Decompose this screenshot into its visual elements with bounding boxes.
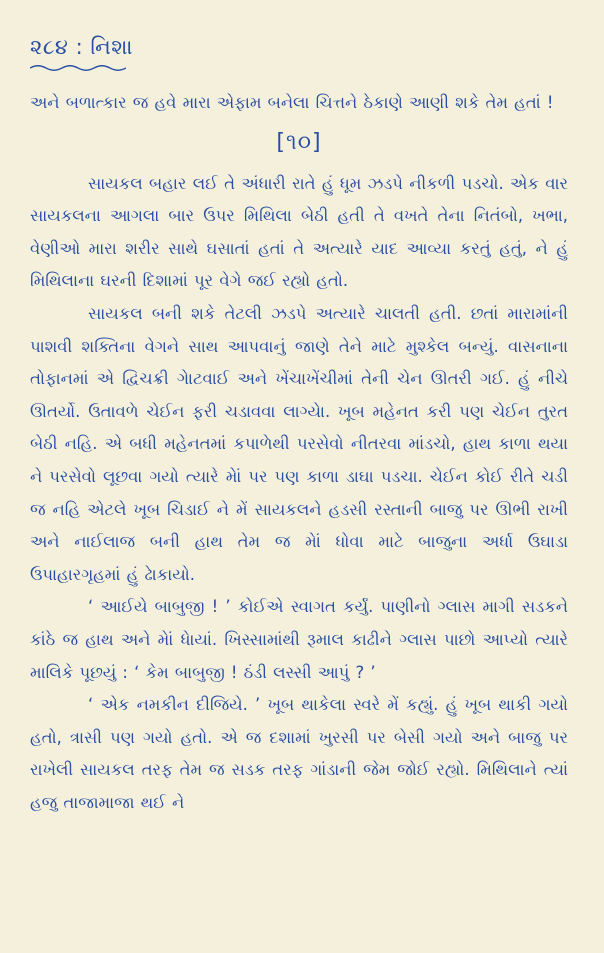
paragraph-5: ‘ એક નમકીન દીજિયે. ’ ખૂબ થાકેલા સ્વરે મેં કહ્યું. હું ખૂબ થાકી ગયો હતો, ત્રાસી પણ ગયો હતો. એ જ દશામાં ખુરસી પર બેસી ગયો અને બાજુ પર રાખેલી સાયકલ તરફ તેમ જ સડક તરફ ગાંડાની જેમ જોઈ રહ્યો. મિથિલાને ત્યાં હજુ તાજામાજા થઈ ને <box>30 695 568 812</box>
paragraph-3: સાયકલ બની શકે તેટલી ઝડપે અત્યારે ચાલતી હતી. છતાં મારામાંની પાશવી શક્તિના વેગને સાથ આપવાનું જાણે તેને માટે મુશ્કેલ બન્યું. વાસનાના તોફાનમાં એ દ્વિચક્રી ગેાટવાઈ અને ખેંચાખેંચીમાં તેની ચેન ઊતરી ગઈ. હું નીચે ઊતર્યો. ઉતાવળે ચેઈન ફરી ચડાવવા લાગ્યેા. ખૂબ મહેનત કરી પણ ચેઈન તુરત બેઠી નહિ. એ બધી મહેનતમાં કપાળેથી પરસેવો નીતરવા માંડચો, હાથ કાળા થયા ને પરસેવો લૂછવા ગયો ત્યારે મેાં પર પણ કાળા ડાઘા પડચા. ચેઈન કોઈ રીતે ચડી જ નહિ એટલે ખૂબ ચિડાઈ ને મેં સાયકલને હડસી રસ્તાની બાજુ પર ઊભી રાખી અને નાઈલાજ બની હાથ તેમ જ મેાં ધોવા માટે બાજુના અર્ધા ઉઘાડા ઉપાહારગૃહમાં હું ઢેાકાયો. <box>30 303 568 584</box>
page-number-header: ૨૮૪ : નિશા <box>30 35 134 59</box>
page-text <box>30 87 568 819</box>
paragraph-4: ‘ આઈયે બાબુજી ! ’ કોઈએ સ્વાગત કર્યું. પાણીનો ગ્લાસ માગી સડકને કાંઠે જ હાથ અને મેાં ધેાયાં. ખિસ્સામાંથી રૂમાલ કાઢીને ગ્લાસ પાછો આપ્યો ત્યારે માલિકે પૂછયું : ‘ કેમ બાબુજી ! ઠંડી લસ્સી આપું ? ’ <box>30 597 568 682</box>
section-number: [૧૦] <box>276 129 322 155</box>
paragraph-2: સાયકલ બહાર લઈ તે અંધારી રાતે હું ધૂમ ઝડપે નીકળી પડચો. એક વાર સાયકલના આગલા બાર ઉપર મિથિલા બેઠી હતી તે વખતે તેના નિતંબો, ખભા, વેણીઓ મારા શરીર સાથે ઘસાતાં હતાં તે અત્યારે યાદ આવ્યા કરતું હતું, ને હું મિથિલાના ઘરની દિશામાં પૂર વેગે જઈ રહ્યો હતો. <box>30 173 568 291</box>
wavy-header-rule <box>30 64 126 71</box>
paragraph-1: અને બળાત્કાર જ હવે મારા એફામ બનેલા ચિત્તને ઠેકાણે આણી શકે તેમ હતાં ! <box>30 93 554 112</box>
